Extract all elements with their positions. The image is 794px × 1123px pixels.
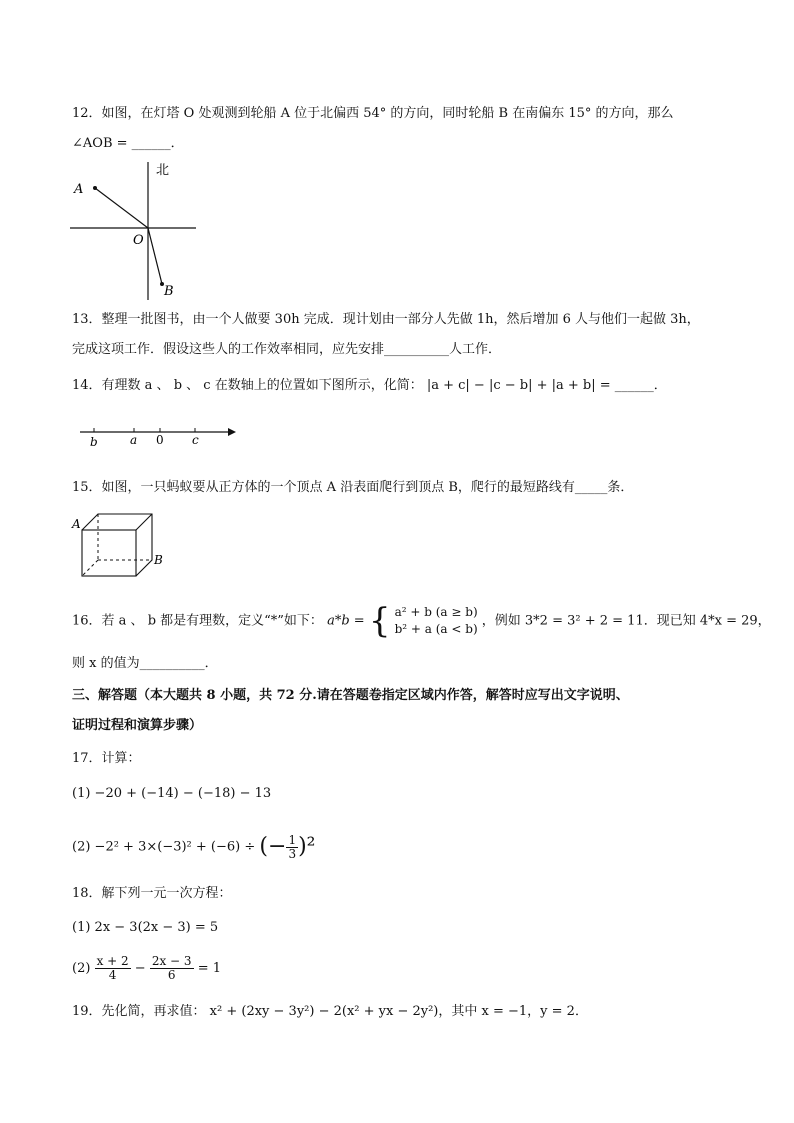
q13-line1: 13．整理一批图书，由一个人做要 30h 完成．现计划由一部分人先做 1h，然后增加 6 人与他们一起做 3h， — [72, 312, 700, 327]
q18-f1-den: 4 — [108, 968, 117, 982]
q14-text: 14．有理数 a 、 b 、 c 在数轴上的位置如下图所示，化简： — [72, 378, 423, 393]
q18-fraction2 — [150, 955, 194, 982]
q18-part2-label: (2) — [72, 961, 91, 976]
q17-part2 — [72, 830, 315, 865]
q17-part1: (1) −20 + (−14) − (−18) − 13 — [72, 786, 272, 801]
q12-point-a: A — [74, 182, 84, 197]
q16-case2: b² + a (a < b) — [394, 622, 478, 636]
q15-cube-figure — [68, 508, 168, 582]
q18-title: 18．解下列一元一次方程： — [72, 886, 232, 901]
q12-point-o: O — [133, 233, 144, 248]
q13-line2: 完成这项工作．假设这些人的工作效率相同，应先安排__________人工作． — [72, 342, 502, 357]
q18-minus: − — [134, 961, 146, 976]
q17-close-paren: )² — [298, 834, 316, 859]
q12-point-b: B — [164, 284, 174, 299]
q17-part2-expr: (2) −2² + 3×(−3)² + (−6) ÷ — [72, 839, 256, 855]
q17-open-paren: (− — [259, 834, 287, 859]
q15-point-a: A — [72, 517, 81, 531]
q18-part1: (1) 2x − 3(2x − 3) = 5 — [72, 920, 219, 935]
section3-heading-line1: 三、解答题（本大题共 8 小题，共 72 分.请在答题卷指定区域内作答，解答时应写出文字说明、 — [72, 688, 629, 703]
q12-compass-figure — [66, 160, 206, 302]
q18-fraction1 — [95, 955, 131, 982]
q17-frac-num: 1 — [288, 832, 297, 847]
q18-f2-den: 6 — [167, 968, 176, 982]
q17-title: 17．计算： — [72, 751, 141, 766]
q18-rhs: = 1 — [197, 961, 222, 976]
q14-line — [72, 376, 667, 396]
q15-text: 15．如图，一只蚂蚁要从正方体的一个顶点 A 沿表面爬行到顶点 B，爬行的最短路线有_____条． — [72, 480, 634, 495]
q14-number-line — [78, 420, 238, 450]
q14-label-b: b — [90, 435, 98, 449]
q18-part2 — [72, 952, 221, 986]
q19-text: 19．先化简，再求值： x² + (2xy − 3y²) − 2(x² + yx − 2y²)，其中 x = −1，y = 2． — [72, 1004, 588, 1019]
q16-line2: 则 x 的值为__________． — [72, 656, 218, 671]
section3-heading-line2: 证明过程和演算步骤） — [72, 718, 203, 733]
q14-label-zero: 0 — [156, 433, 164, 447]
q16-case1: a² + b (a ≥ b) — [394, 605, 478, 619]
q12-line2: ∠AOB = ______． — [72, 136, 184, 151]
q16-def-lhs: a*b = — [327, 613, 365, 629]
q14-label-a: a — [130, 433, 138, 447]
q16-cases — [395, 604, 478, 638]
q12-north-label: 北 — [156, 163, 170, 178]
q14-expression: |a + c| − |c − b| + |a + b| = ______． — [426, 378, 667, 393]
q16-text-before: 16．若 a 、 b 都是有理数，定义“*”如下： — [72, 613, 323, 629]
q17-fraction — [286, 834, 298, 861]
q16-text-after: ，例如 3*2 = 3² + 2 = 11．现已知 4*x = 29， — [481, 613, 771, 629]
q12-line1: 12．如图，在灯塔 O 处观测到轮船 A 位于北偏西 54° 的方向，同时轮船 B 在南偏东 15° 的方向，那么 — [72, 106, 674, 121]
q18-f2-num: 2x − 3 — [151, 954, 192, 968]
q18-f1-num: x + 2 — [96, 954, 129, 968]
q15-point-b: B — [154, 553, 163, 567]
q16-line1 — [72, 601, 771, 641]
q17-frac-den: 3 — [288, 846, 297, 861]
q16-brace: { — [368, 601, 391, 641]
q14-label-c: c — [192, 433, 199, 447]
